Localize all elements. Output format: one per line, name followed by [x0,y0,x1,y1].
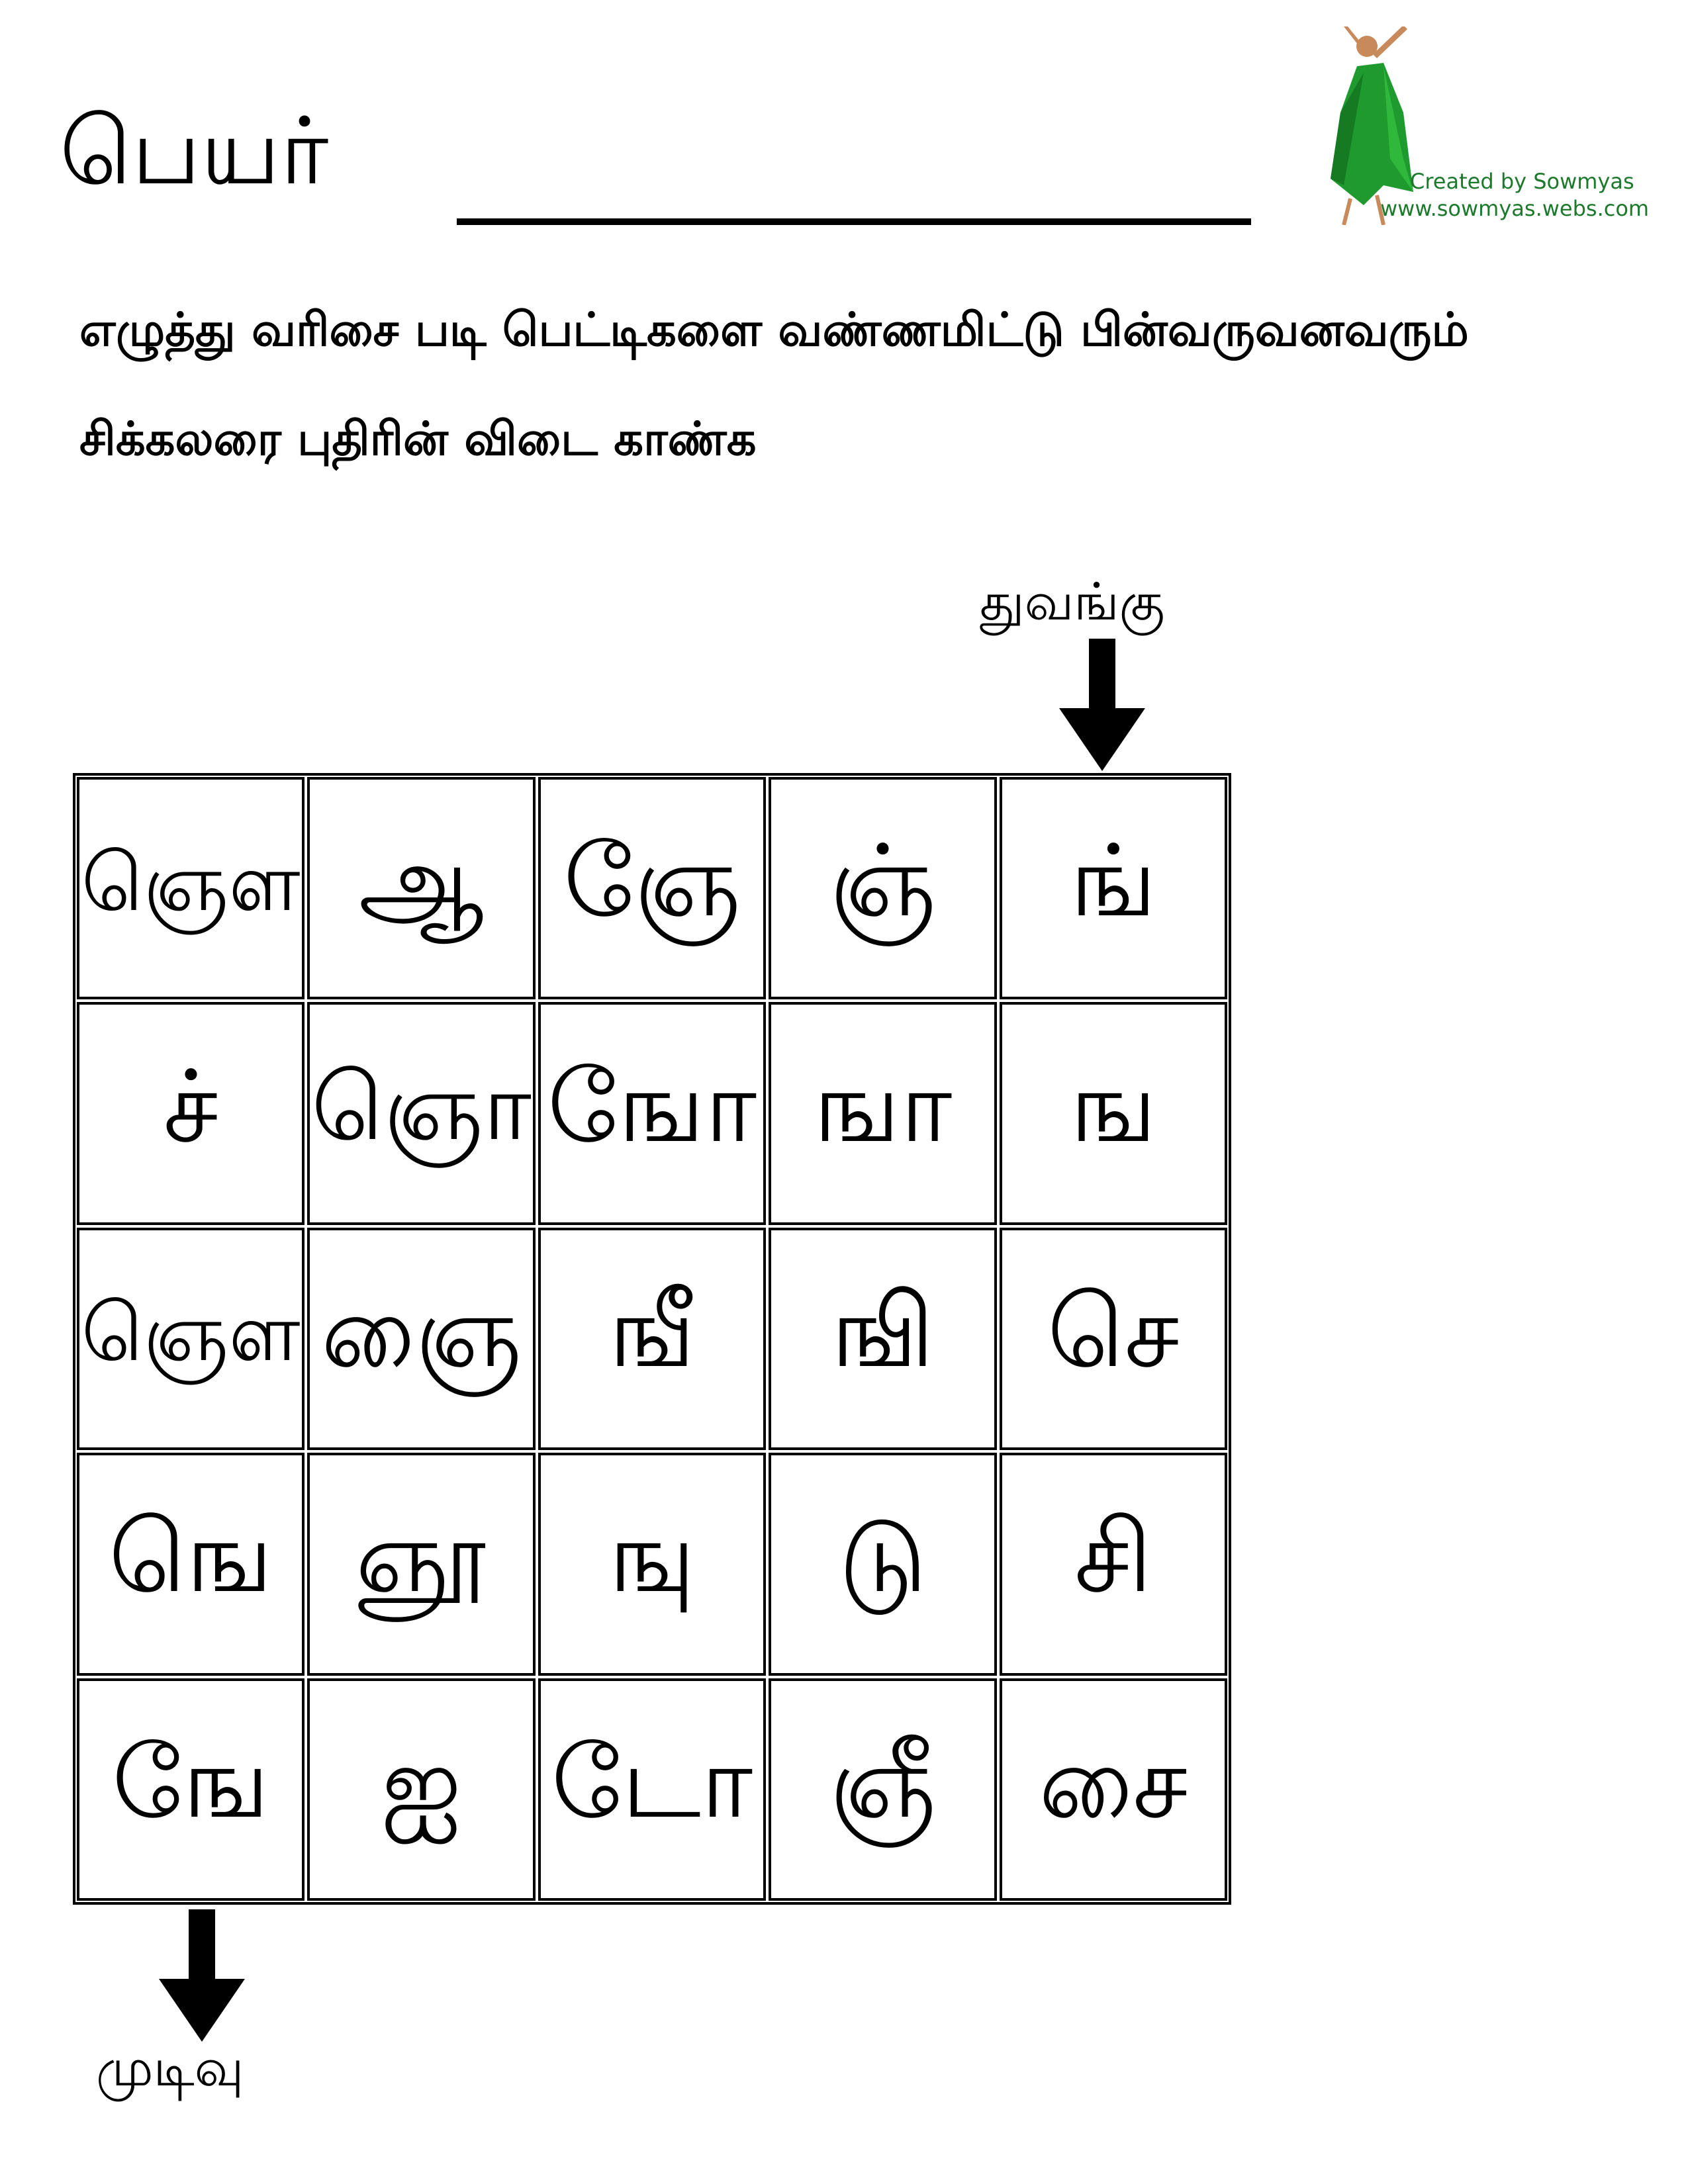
logo [1304,26,1655,232]
maze-cell[interactable]: சை [1000,1678,1227,1901]
maze-cell[interactable]: ஞே [538,777,766,999]
instruction-line-1: எழுத்து வரிசை படி பெட்டிகளை வண்ணமிட்டு பின்வருவனவரும் [79,302,1469,357]
maze-cell[interactable]: ஞீ [769,1678,996,1901]
maze-grid [73,773,1231,1905]
end-label: முடிவு [96,2038,244,2098]
end-arrow-icon [159,1909,245,2042]
maze-cell[interactable]: ச் [77,1002,305,1224]
instruction-line-2: சிக்கலரை புதிரின் விடை காண்க [79,412,757,466]
maze-cell[interactable]: ஞ் [769,777,996,999]
start-arrow-icon [1059,639,1145,771]
maze-cell[interactable]: ங [1000,1002,1227,1224]
maze-cell[interactable]: டோ [538,1678,766,1901]
name-label: பெயர் [60,98,329,206]
maze-cell[interactable]: சி [1000,1453,1227,1675]
maze-cell[interactable]: ங் [1000,777,1227,999]
maze-cell[interactable]: டு [769,1453,996,1675]
maze-cell[interactable]: செ [1000,1228,1227,1450]
maze-cell[interactable]: ஙீ [538,1228,766,1450]
maze-cell[interactable]: ஙெ [77,1453,305,1675]
saree-figure-icon [1304,26,1436,225]
maze-cell[interactable]: ஞொ [307,1002,535,1224]
logo-credit-text: Created by Sowmyas [1410,169,1634,194]
maze-cell[interactable]: ஙி [769,1228,996,1450]
maze-cell[interactable]: ஞௌ [77,1228,305,1450]
maze-cell[interactable]: ஞை [307,1228,535,1450]
maze-cell[interactable]: ஙு [538,1453,766,1675]
logo-url-text: www.sowmyas.webs.com [1380,196,1650,221]
maze-cell[interactable]: ஙே [77,1678,305,1901]
maze-cell[interactable]: ஙோ [538,1002,766,1224]
maze-cell[interactable]: ஆ [307,777,535,999]
maze-cell[interactable]: ஞௌ [77,777,305,999]
maze-cell[interactable]: ஞூ [307,1453,535,1675]
maze-cell[interactable]: ஙா [769,1002,996,1224]
name-underline [457,218,1251,225]
start-label: துவங்கு [980,572,1165,632]
maze-cell[interactable]: ஐ [307,1678,535,1901]
